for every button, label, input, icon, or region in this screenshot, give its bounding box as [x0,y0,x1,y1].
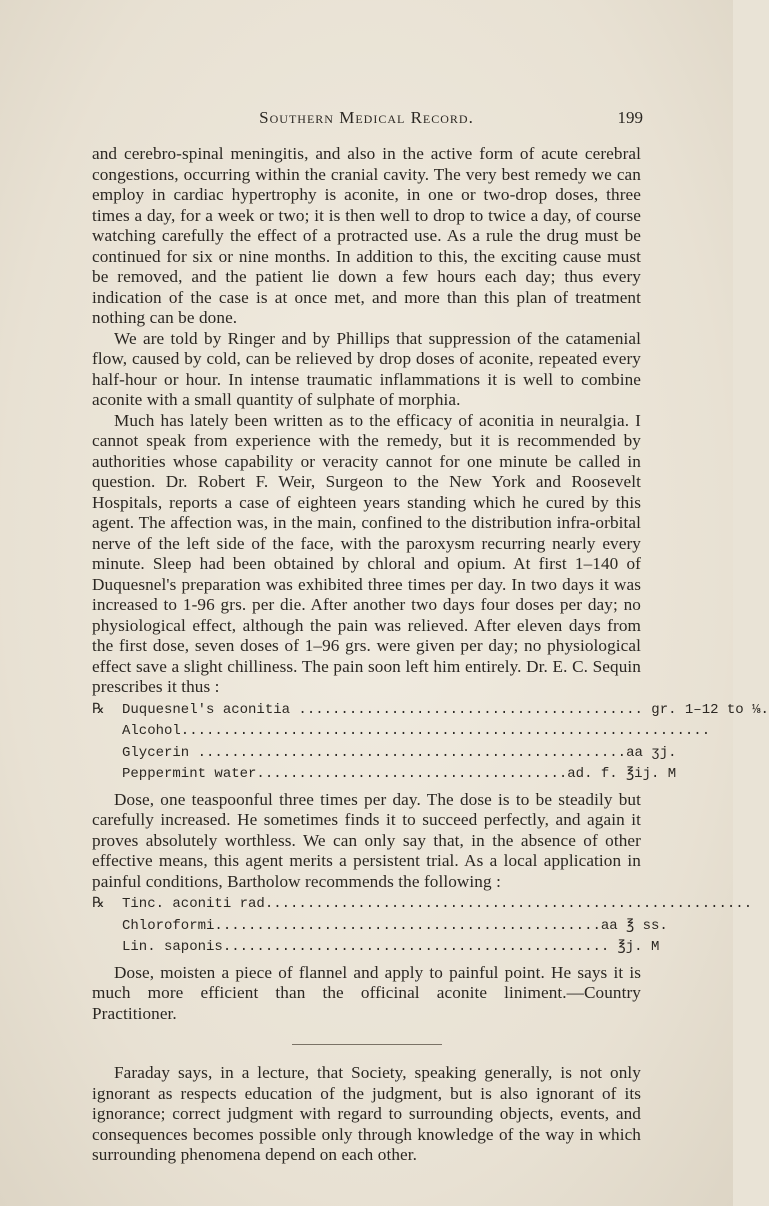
page-header [92,108,641,136]
prescription-text: Peppermint water.....................................ad. f. ℥ij. M [122,766,677,782]
paragraph-aconite-congestion: and cerebro-spinal meningitis, and also in the active form of acute cerebral congestions, occurring within the cranial cavity. The very best remedy we can employ in cardiac hypertrophy is aconite, in one or two-drop doses, three times a day, for a week or two; it is then well to drop to twice a day, of course watching carefully the effect of a protracted use. As a rule the drug must be continued for six or nine months. In addition to this, the exciting cause must be removed, and the patient lie down a few hours each day; thus every indication of the case is at once met, and more than this plan of treatment nothing can be done. [92,144,641,327]
prescription-text: Alcohol............................................................... [122,723,711,739]
prescription-line [92,894,753,916]
prescription-text: Duquesnel's aconitia ......................................... gr. 1–12 to ⅛. [122,701,769,718]
prescription-text: Tinc. aconiti rad.......................................................... [122,896,753,912]
paragraph-dose-instructions: Dose, one teaspoonful three times per day. The dose is to be steadily but carefully increased. He sometimes finds it to succeed perfectly, and again it proves absolutely worthless. We can only say that, in the absence of other effective means, this agent merits a persistent trial. As a local application in painful conditions, Bartholow recommends the following : [92,789,641,891]
paragraph-faraday: Faraday says, in a lecture, that Society, speaking generally, is not only ignorant as respects education of the judgment, but is also ignorant of its ignorance; correct judgment with regard to surrounding objects, events, and consequences becomes possible only through knowledge of the way in which surrounding phenomena depend on each other. [92,1063,641,1164]
prescription-text: Glycerin ...................................................aa ʒj. [122,744,677,761]
prescription-sequin [92,700,769,786]
prescription-line [92,700,769,722]
prescription-text: Chloroformi..............................................aa ℥ ss. [122,917,668,934]
paragraph-aconitia-neuralgia: Much has lately been written as to the efficacy of aconitia in neuralgia. I cannot speak from experience with the remedy, but it is recommended by authorities whose capability or veracity cannot for one minute be called in question. Dr. Robert F. Weir, Surgeon to the New York and Roosevelt Hospitals, reports a case of eighteen years standing which he cured by this agent. The affection was, in the main, confined to the distribution infra-orbital nerve of the left side of the face, with the paroxysm recurring nearly every minute. Sleep had been obtained by chloral and opium. At first 1–140 of Duquesnel's preparation was exhibited three times per day. In two days it was increased to 1-96 grs. per die. After another two days four doses per day; no physiological effect, although the pain was relieved. After eleven days from the first dose, seven doses of 1–96 grs. were given per day; no physiological effect save a slight chilliness. The pain soon left him entirely. Dr. E. C. Sequin prescribes it thus : [92,410,641,696]
paragraph-liniment-dose: Dose, moisten a piece of flannel and apply to painful point. He says it is much more efficient than the officinal aconite liniment.—Country Practitioner. [92,962,641,1023]
paragraph-ringer-phillips: We are told by Ringer and by Phillips that suppression of the catamenial flow, caused by cold, can be relieved by drop doses of aconite, repeated every half-hour or hour. In intense traumatic inflammations it is well to combine aconite with a small quantity of sulphate of morphia. [92,328,641,409]
prescription-line [92,743,677,765]
prescription-bartholow [92,894,753,959]
prescription-line [92,916,668,938]
prescription-line [92,937,660,959]
running-head: Southern Medical Record. [259,108,474,127]
prescription-line [92,721,711,743]
recipe-symbol: ℞ [92,701,105,718]
prescription-text: Lin. saponis.............................................. ℥j. M [122,939,660,955]
section-divider [292,1044,442,1045]
page-number: 199 [617,108,643,127]
prescription-line [92,764,677,786]
recipe-symbol: ℞ [92,896,105,912]
